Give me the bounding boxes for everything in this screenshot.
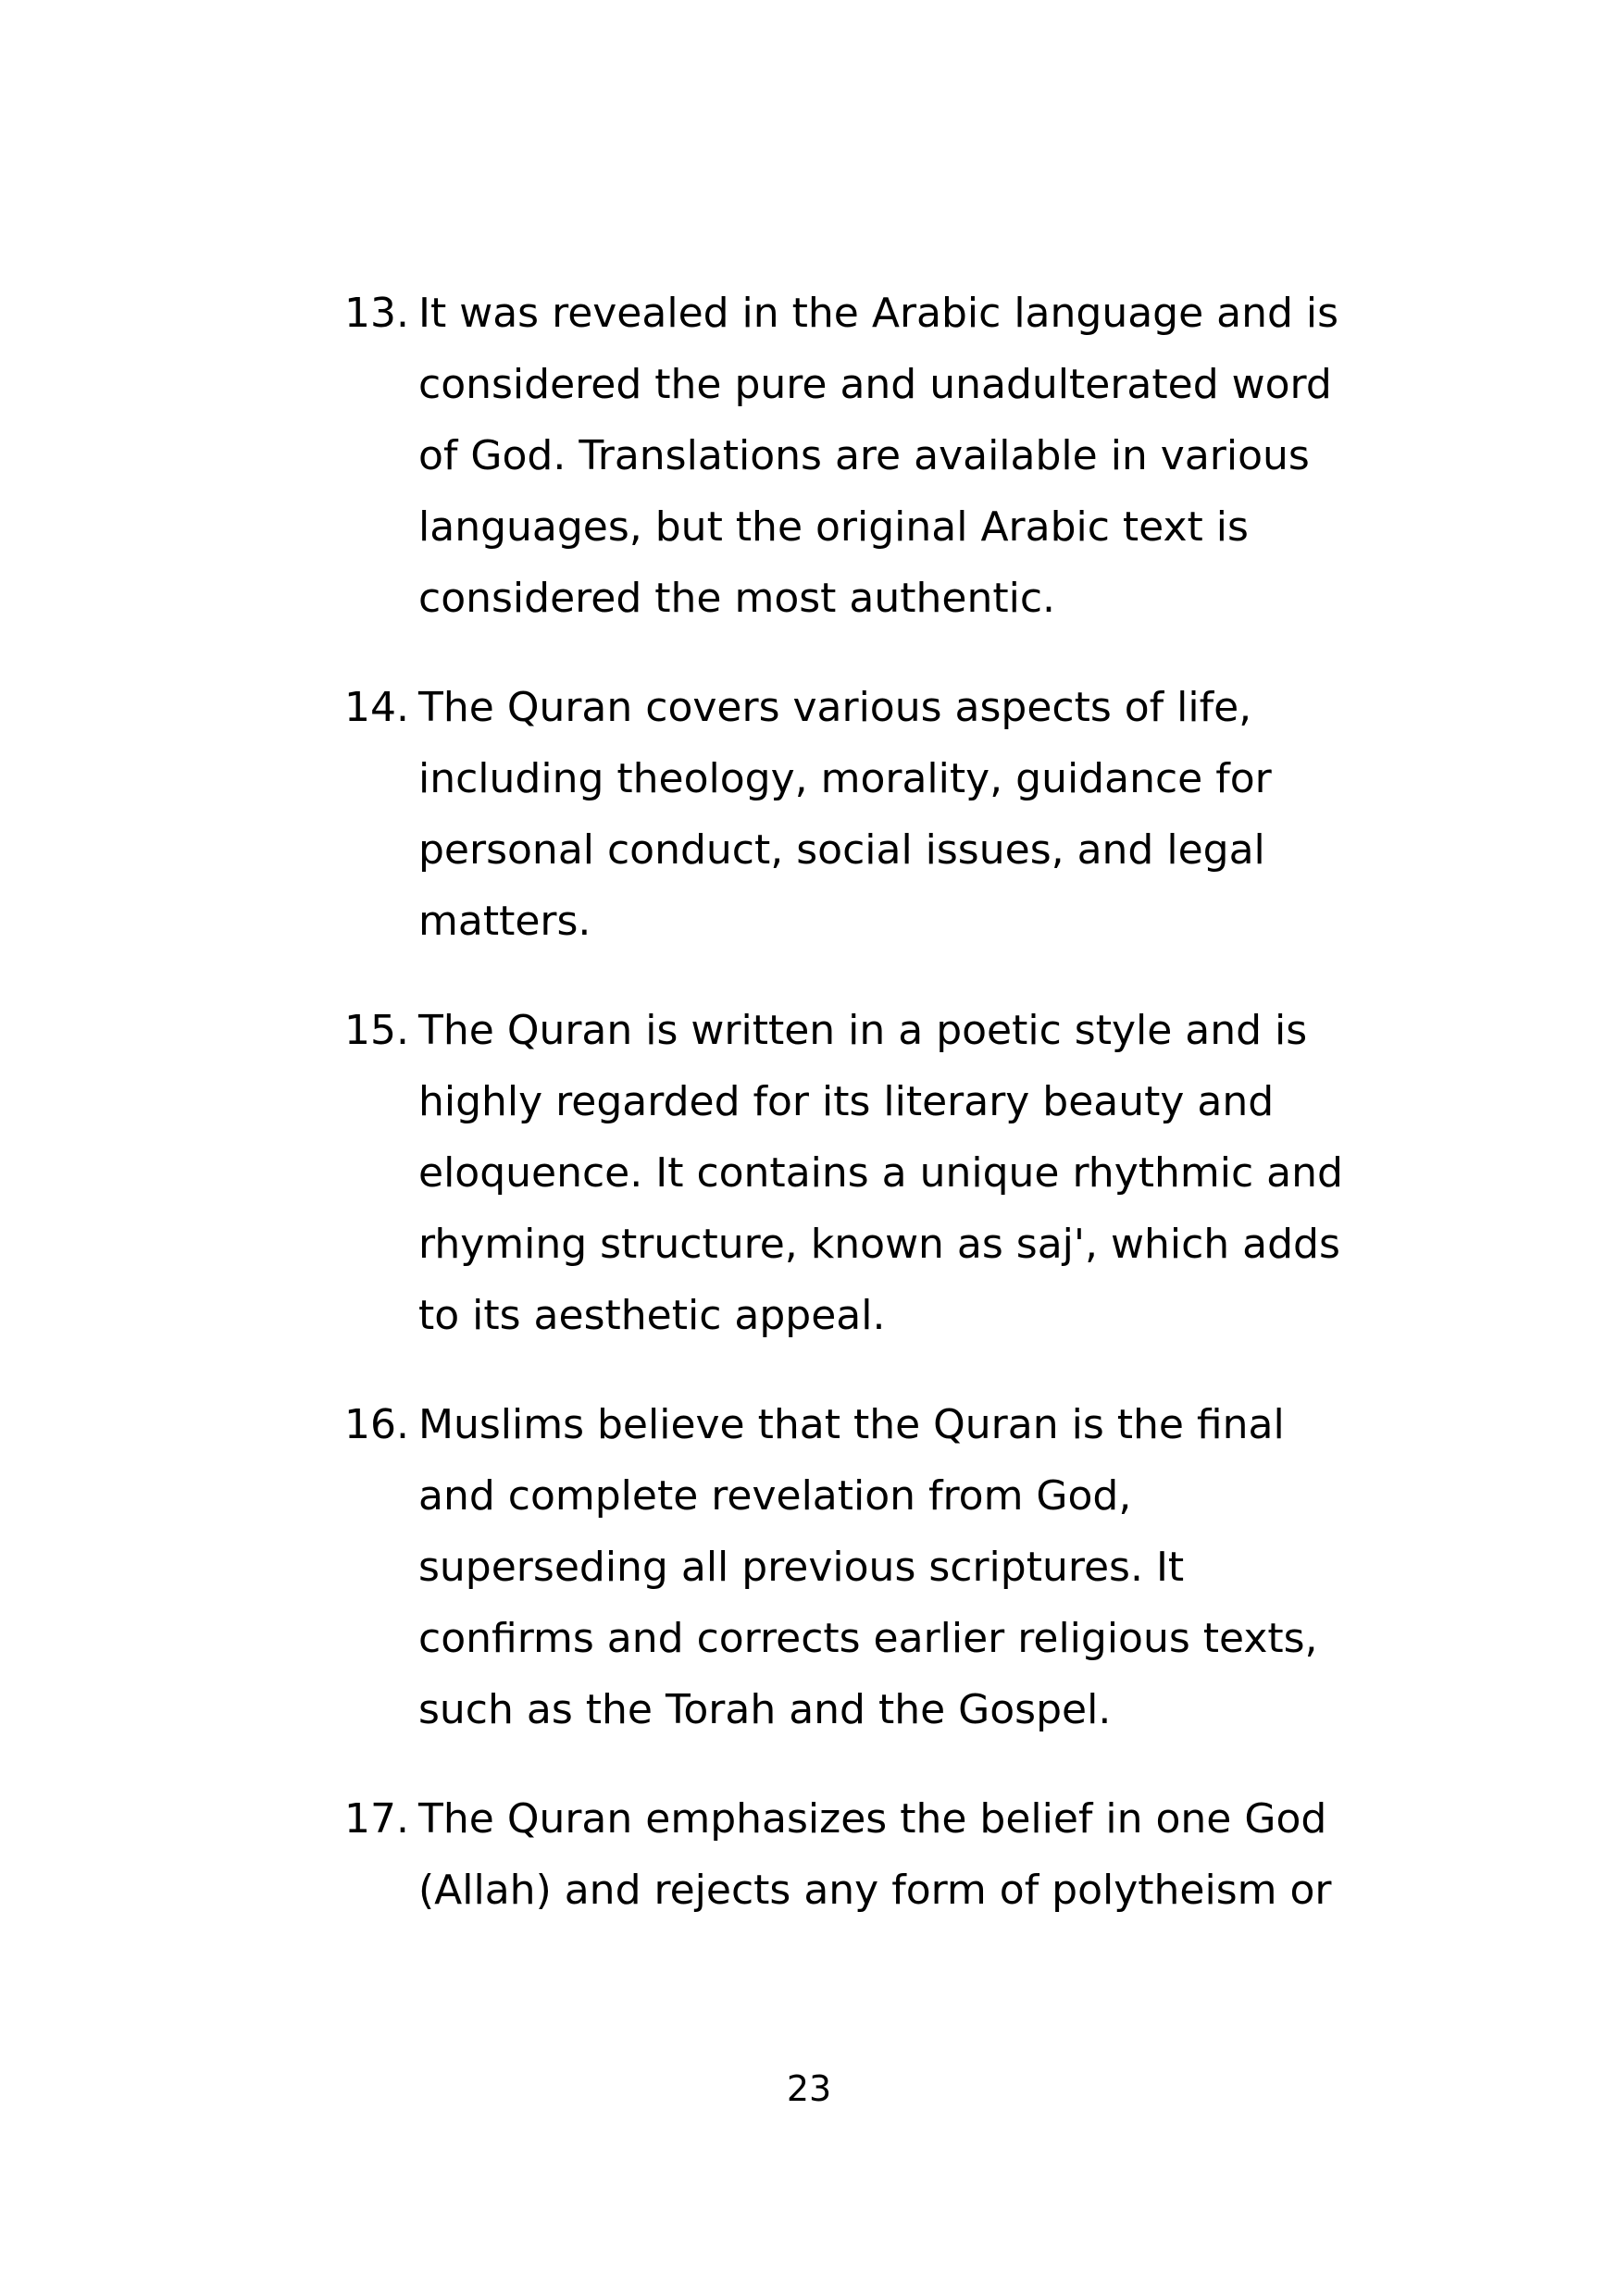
text-line: considered the most authentic. [418, 575, 1055, 622]
text-line: to its aesthetic appeal. [418, 1292, 886, 1339]
list-item-number: 14. [344, 684, 409, 731]
text-line: eloquence. It contains a unique rhythmic and [418, 1149, 1343, 1197]
text-line: considered the pure and unadulterated word [418, 361, 1332, 408]
text-line: Muslims believe that the Quran is the final [418, 1401, 1285, 1448]
list-item-text [418, 995, 1363, 1351]
text-line: The Quran is written in a poetic style and is [418, 1007, 1308, 1054]
text-line: It was revealed in the Arabic language and is [418, 290, 1339, 337]
list-item-number: 13. [344, 290, 409, 337]
list-item-text [418, 1783, 1363, 1926]
list-item-text [418, 278, 1363, 634]
numbered-list [344, 278, 1363, 1964]
list-item-14 [344, 672, 1363, 957]
list-item-text [418, 1389, 1363, 1745]
text-line: The Quran emphasizes the belief in one God [418, 1795, 1327, 1843]
text-line: languages, but the original Arabic text is [418, 503, 1249, 551]
list-item-17 [344, 1783, 1363, 1926]
text-line: such as the Torah and the Gospel. [418, 1686, 1112, 1733]
list-item-16 [344, 1389, 1363, 1745]
list-item-number: 15. [344, 1007, 409, 1054]
text-line: rhyming structure, known as saj', which adds [418, 1221, 1340, 1268]
list-item-text [418, 672, 1363, 957]
text-line: including theology, morality, guidance for [418, 755, 1272, 802]
list-item-13 [344, 278, 1363, 634]
text-line: highly regarded for its literary beauty and [418, 1078, 1275, 1125]
text-line: matters. [418, 898, 591, 945]
page-number: 23 [786, 2068, 832, 2109]
list-item-number: 17. [344, 1795, 409, 1843]
text-line: of God. Translations are available in various [418, 432, 1310, 479]
text-line: (Allah) and rejects any form of polytheism or [418, 1867, 1332, 1914]
list-item-number: 16. [344, 1401, 409, 1448]
text-line: superseding all previous scriptures. It [418, 1544, 1185, 1591]
text-line: personal conduct, social issues, and legal [418, 826, 1265, 874]
list-item-15 [344, 995, 1363, 1351]
text-line: confirms and corrects earlier religious texts, [418, 1615, 1318, 1662]
text-line: The Quran covers various aspects of life, [418, 684, 1252, 731]
text-line: and complete revelation from God, [418, 1472, 1132, 1520]
